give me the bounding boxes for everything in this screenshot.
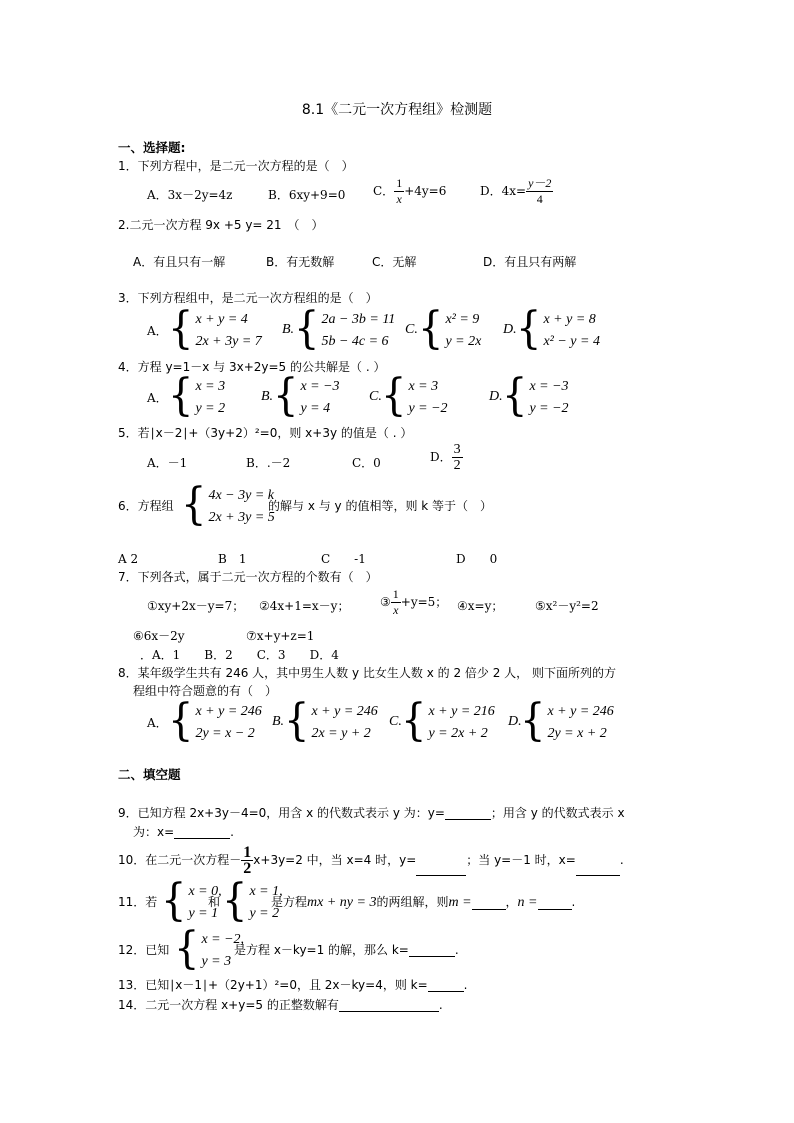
q1-option-c: C． $\frac{1}{x}$ +4y=6 [373, 176, 447, 206]
q3-c-label: C. [405, 322, 418, 337]
q11-post: 是方程mx + ny = 3的两组解，则m = ，n = . [271, 895, 576, 910]
q11-pre: 11．若 [118, 895, 158, 909]
q8-d-label: D. [508, 714, 522, 729]
q8-a-label: A． [147, 716, 168, 730]
q1-option-d: D．4x= $\frac{y-2}{4}$ [480, 176, 552, 206]
q2-option-d: D．有且只有两解 [483, 255, 577, 269]
q12-system: { x = −2, y = 3 [174, 923, 245, 975]
q5-option-b: B．.－2 [246, 456, 291, 470]
q11-system-1: { x = 0, y = 1 [161, 875, 222, 927]
q3-a-label: A． [147, 324, 168, 338]
q5-option-d: D． $\frac{3}{2}$ [430, 442, 461, 473]
q5-option-c: C．0 [352, 456, 381, 470]
q7-item-5: ⑤x²－y²=2 [535, 599, 599, 613]
q4-system-c: { x = 3 y = −2 [381, 370, 448, 422]
q2-option-a: A．有且只有一解 [133, 255, 226, 269]
q3-stem: 3．下列方程组中，是二元一次方程组的是（ ） [118, 291, 378, 305]
q6-system: { 4x − 3y = k 2x + 3y = 5 [181, 479, 275, 531]
q5-stem: 5．若∣x－2∣+（3y+2）²=0，则 x+3y 的值是（ . ） [118, 426, 413, 440]
q6-option-a: A 2 [118, 552, 139, 566]
q7-item-4: ④x=y； [457, 599, 504, 613]
q10-blank-y[interactable] [416, 863, 466, 876]
q1-option-a: A．3x－2y=4z [147, 188, 233, 202]
q11-blank-m[interactable] [472, 897, 506, 910]
q8-b-label: B. [272, 714, 285, 729]
q8-c-label: C. [389, 714, 402, 729]
q14-line: 14．二元一次方程 x+y=5 的正整数解有 . [118, 998, 443, 1012]
q3-d-label: D. [503, 322, 517, 337]
q9-line-1: 9．已知方程 2x+3y－4=0，用含 x 的代数式表示 y 为：y= ；用含 y 的代数式表示 x [118, 806, 625, 820]
q8-stem-line-1: 8．某年级学生共有 246 人，其中男生人数 y 比女生人数 x 的 2 倍少 2 人， 则下面所列的方 [118, 666, 616, 680]
q3-system-c: { x² = 9 y = 2x [418, 303, 482, 355]
q4-b-label: B. [261, 389, 274, 404]
q7-options: ．A．1 B．2 C．3 D．4 [140, 648, 339, 662]
q8-system-a: { x + y = 246 2y = x − 2 [168, 695, 262, 747]
q3-system-d: { x + y = 8 x² − y = 4 [516, 303, 600, 355]
q1-option-b: B．6xy+9=0 [268, 188, 346, 202]
q6-option-d: D 0 [456, 552, 498, 566]
q6-option-c: C -1 [321, 552, 366, 566]
page-title: 8.1《二元一次方程组》检测题 [301, 102, 493, 118]
q8-system-d: { x + y = 246 2y = x + 2 [520, 695, 614, 747]
q7-item-2: ②4x+1=x－y； [259, 599, 350, 613]
q9-line-2: 为：x= . [133, 825, 234, 839]
q12-pre: 12．已知 [118, 943, 170, 957]
q6-post: 的解与 x 与 y 的值相等，则 k 等于（ ） [268, 499, 493, 513]
q1-stem: 1．下列方程中，是二元一次方程的是（ ） [118, 159, 354, 173]
q12-post: 是方程 x－ky=1 的解，那么 k= . [234, 943, 459, 957]
q4-a-label: A． [147, 391, 168, 405]
q11-system-2: { x = 1, y = 2 [222, 875, 283, 927]
q2-option-b: B．有无数解 [266, 255, 335, 269]
q11-blank-n[interactable] [538, 897, 572, 910]
q3-system-b: { 2a − 3b = 11 5b − 4c = 6 [294, 303, 396, 355]
q7-item-7: ⑦x+y+z=1 [246, 629, 315, 643]
q4-system-d: { x = −3 y = −2 [502, 370, 569, 422]
q13-blank-k[interactable] [428, 979, 464, 992]
q5-option-a: A．－1 [147, 456, 188, 470]
q11-and: 和 [208, 895, 221, 909]
q7-stem: 7．下列各式，属于二元一次方程的个数有（ ） [118, 570, 378, 584]
q2-option-c: C．无解 [372, 255, 417, 269]
q9-blank-x[interactable] [174, 826, 230, 839]
q4-c-label: C. [369, 389, 382, 404]
q10-line: 10．在二元一次方程－ $\frac{1}{2}$ x+3y=2 中，当 x=4 时，y= ；当 y=－1 时，x= . [118, 844, 624, 877]
q8-system-b: { x + y = 246 2x = y + 2 [284, 695, 378, 747]
q9-blank-y[interactable] [445, 807, 491, 820]
q12-blank-k[interactable] [409, 944, 455, 957]
q4-d-label: D. [489, 389, 503, 404]
q14-blank[interactable] [339, 999, 439, 1012]
q4-stem: 4．方程 y=1－x 与 3x+2y=5 的公共解是（ . ） [118, 360, 386, 374]
q3-system-a: { x + y = 4 2x + 3y = 7 [168, 303, 262, 355]
q6-pre: 6．方程组 [118, 499, 174, 513]
q3-b-label: B. [282, 322, 295, 337]
q13-line: 13．已知∣x－1∣+（2y+1）²=0，且 2x－ky=4，则 k= . [118, 978, 468, 992]
q10-blank-x[interactable] [576, 863, 620, 876]
q8-system-c: { x + y = 216 y = 2x + 2 [401, 695, 495, 747]
q4-system-b: { x = −3 y = 4 [273, 370, 340, 422]
q4-system-a: { x = 3 y = 2 [168, 370, 226, 422]
q6-option-b: B 1 [218, 552, 247, 566]
q7-item-1: ①xy+2x－y=7； [147, 599, 245, 613]
q8-stem-line-2: 程组中符合题意的有（ ） [133, 684, 278, 698]
section-heading-choice: 一、选择题: [118, 140, 186, 155]
q7-item-6: ⑥6x－2y [133, 629, 185, 643]
section-heading-fill: 二、填空题 [118, 767, 181, 782]
q2-stem: 2.二元一次方程 9x +5 y= 21 （ ） [118, 218, 324, 232]
q7-item-3: ③ $\frac{1}{x}$ +y=5； [380, 587, 448, 617]
